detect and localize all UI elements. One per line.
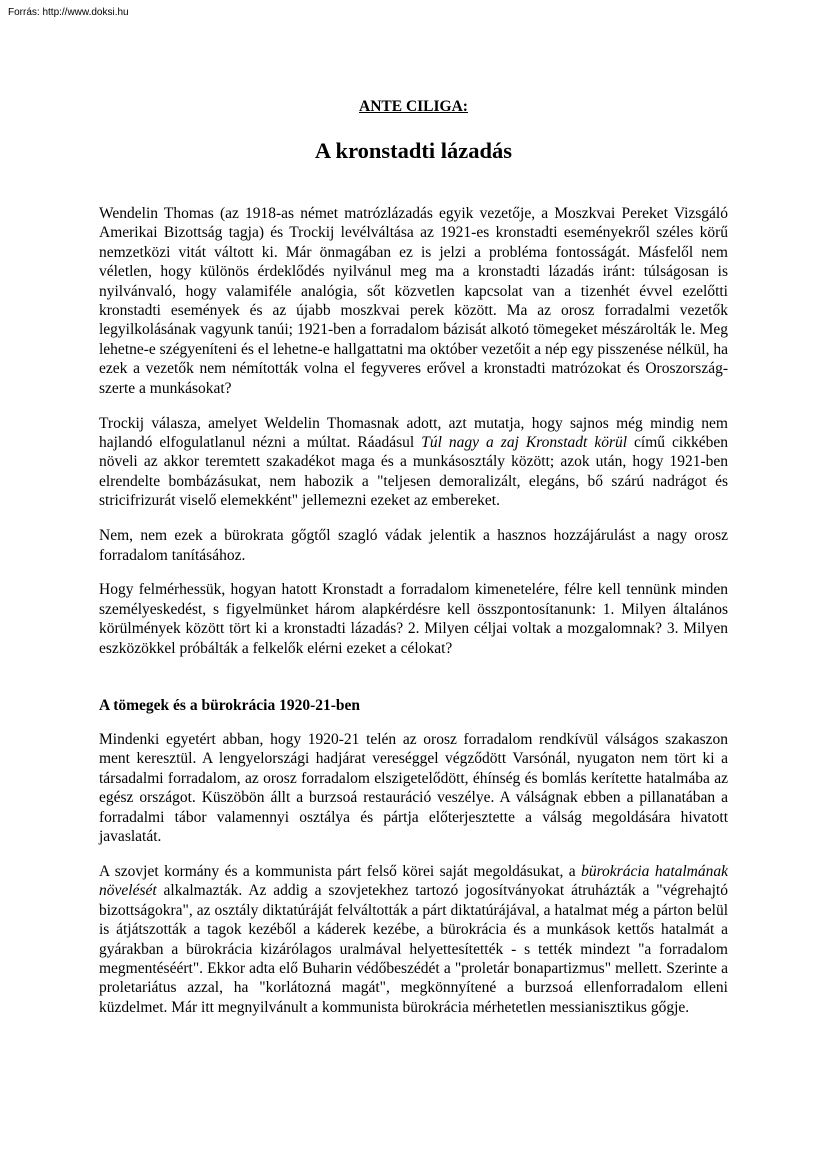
paragraph-trotsky-reply (99, 414, 728, 511)
paragraph-text: Trockij válasza, amelyet Weldelin Thomasnak adott, azt mutatja, hogy sajnos még mindig nem hajlandó elfogulatlanul nézni a múltat. Ráadásul (99, 414, 728, 451)
paragraph-crisis: Mindenki egyetért abban, hogy 1920-21 telén az orosz forradalom rendkívül válságos szakaszon ment keresztül. A lengyelországi hadjárat vereséggel végződött Varsónál, nyugaton nem tört ki a társadalmi forradalom, az orosz forradalom elszigetelődött, éhínség és bomlás kerítette hatalmába az egész országot. Küszöbön állt a burzsoá restauráció veszélye. A válságnak ebben a pillanatában a forradalmi tábor valamennyi osztálya és pártja előterjesztette a válság megoldására hivatott javaslatát. (99, 731, 728, 846)
paragraph-text: című cikkében növeli az akkor teremtett szakadékot maga és a munkásosztály között; azok után, hogy 1921-ben elrendelte bombázásukat, nem habozik a "teljesen demoralizált, elegáns, bő szárú nadrágot és stricifrizurát viselő elemekként" jellemezni ezeket az embereket. (99, 433, 728, 510)
author-heading: ANTE CILIGA: (359, 98, 468, 115)
article-title: Túl nagy a zaj Kronstadt körül (421, 433, 628, 451)
document-title: A kronstadti lázadás (314, 138, 513, 163)
paragraph-text: alkalmazták. Az addig a szovjetekhez tartozó jogosítványokat átruházták a "végrehajtó bizottságokra", az osztály diktatúráját felváltották a párt diktatúrájával, a hatalmat még a párton belül is átjátszották a tagok kezéből a káderek kezébe, a bürokrácia és a munkások kettős hatalmát a gyárakban a bürokrácia kizárólagos uralmával helyettesítették - s tették mindezt "a forradalom megmentéséért". Ekkor adta elő Buharin védőbeszédét a "proletár bonapartizmus" mellett. Szerinte a proletariátus azzal, ha "korlátozná magát", megkönnyítené a burzsoá ellenforradalom elleni küzdelmet. Már itt megnyilvánult a kommunista bürokrácia mérhetetlen messianisztikus gőgje. (99, 882, 728, 1016)
paragraph-accusations: Nem, nem ezek a bürokrata gőgtől szagló vádak jelentik a hasznos hozzájárulást a nagy orosz forradalom tanításához. (99, 527, 728, 564)
section-heading: A tömegek és a bürokrácia 1920-21-ben (99, 697, 361, 715)
paragraph-intro: Wendelin Thomas (az 1918-as német matrózlázadás egyik vezetője, a Moszkvai Pereket Vizsgáló Amerikai Bizottság tagja) és Trockij levélváltása az 1921-es kronstadti eseményekről széles körű nemzetközi vitát váltott ki. Már önmagában ez is jelzi a probléma fontosságát. Másfelől nem véletlen, hogy különös érdeklődés nyilvánul meg ma a kronstadti lázadás iránt: túlságosan is nyilvánvaló, hogy valamiféle analógia, sőt közvetlen kapcsolat van a tizenhét évvel ezelőtti kronstadti események és az újabb moszkvai perek között. Ma az orosz forradalmi vezetők legyilkolásának vagyunk tanúi; 1921-ben a forradalom bázisát alkotó tömegeket mészárolták le. Meg lehetne-e szégyeníteni és el lehetne-e hallgattatni ma október vezetőit a nép egy pisszenése nélkül, ha ezek a vezetők nem némították volna el fegyveres erővel a kronstadti matrózokat és Oroszország-szerte a munkásokat? (99, 205, 728, 397)
document-body (99, 204, 728, 1033)
paragraph-bureaucracy (99, 862, 728, 1017)
paragraph-questions: Hogy felmérhessük, hogyan hatott Kronstadt a forradalom kimenetelére, félre kell tennünk minden személyeskedést, s figyelmünket három alapkérdésre kell összpontosítanunk: 1. Milyen általános körülmények között tört ki a kronstadti lázadás? 2. Milyen céljai voltak a mozgalomnak? 3. Milyen eszközökkel próbálták a felkelők elérni ezeket a célokat? (99, 581, 728, 657)
source-note: Forrás: http://www.doksi.hu (8, 7, 129, 18)
emphasis-text: bürokrácia hatalmának növelését (99, 862, 729, 900)
paragraph-text: A szovjet kormány és a kommunista párt felső körei saját megoldásukat, a (99, 862, 582, 880)
